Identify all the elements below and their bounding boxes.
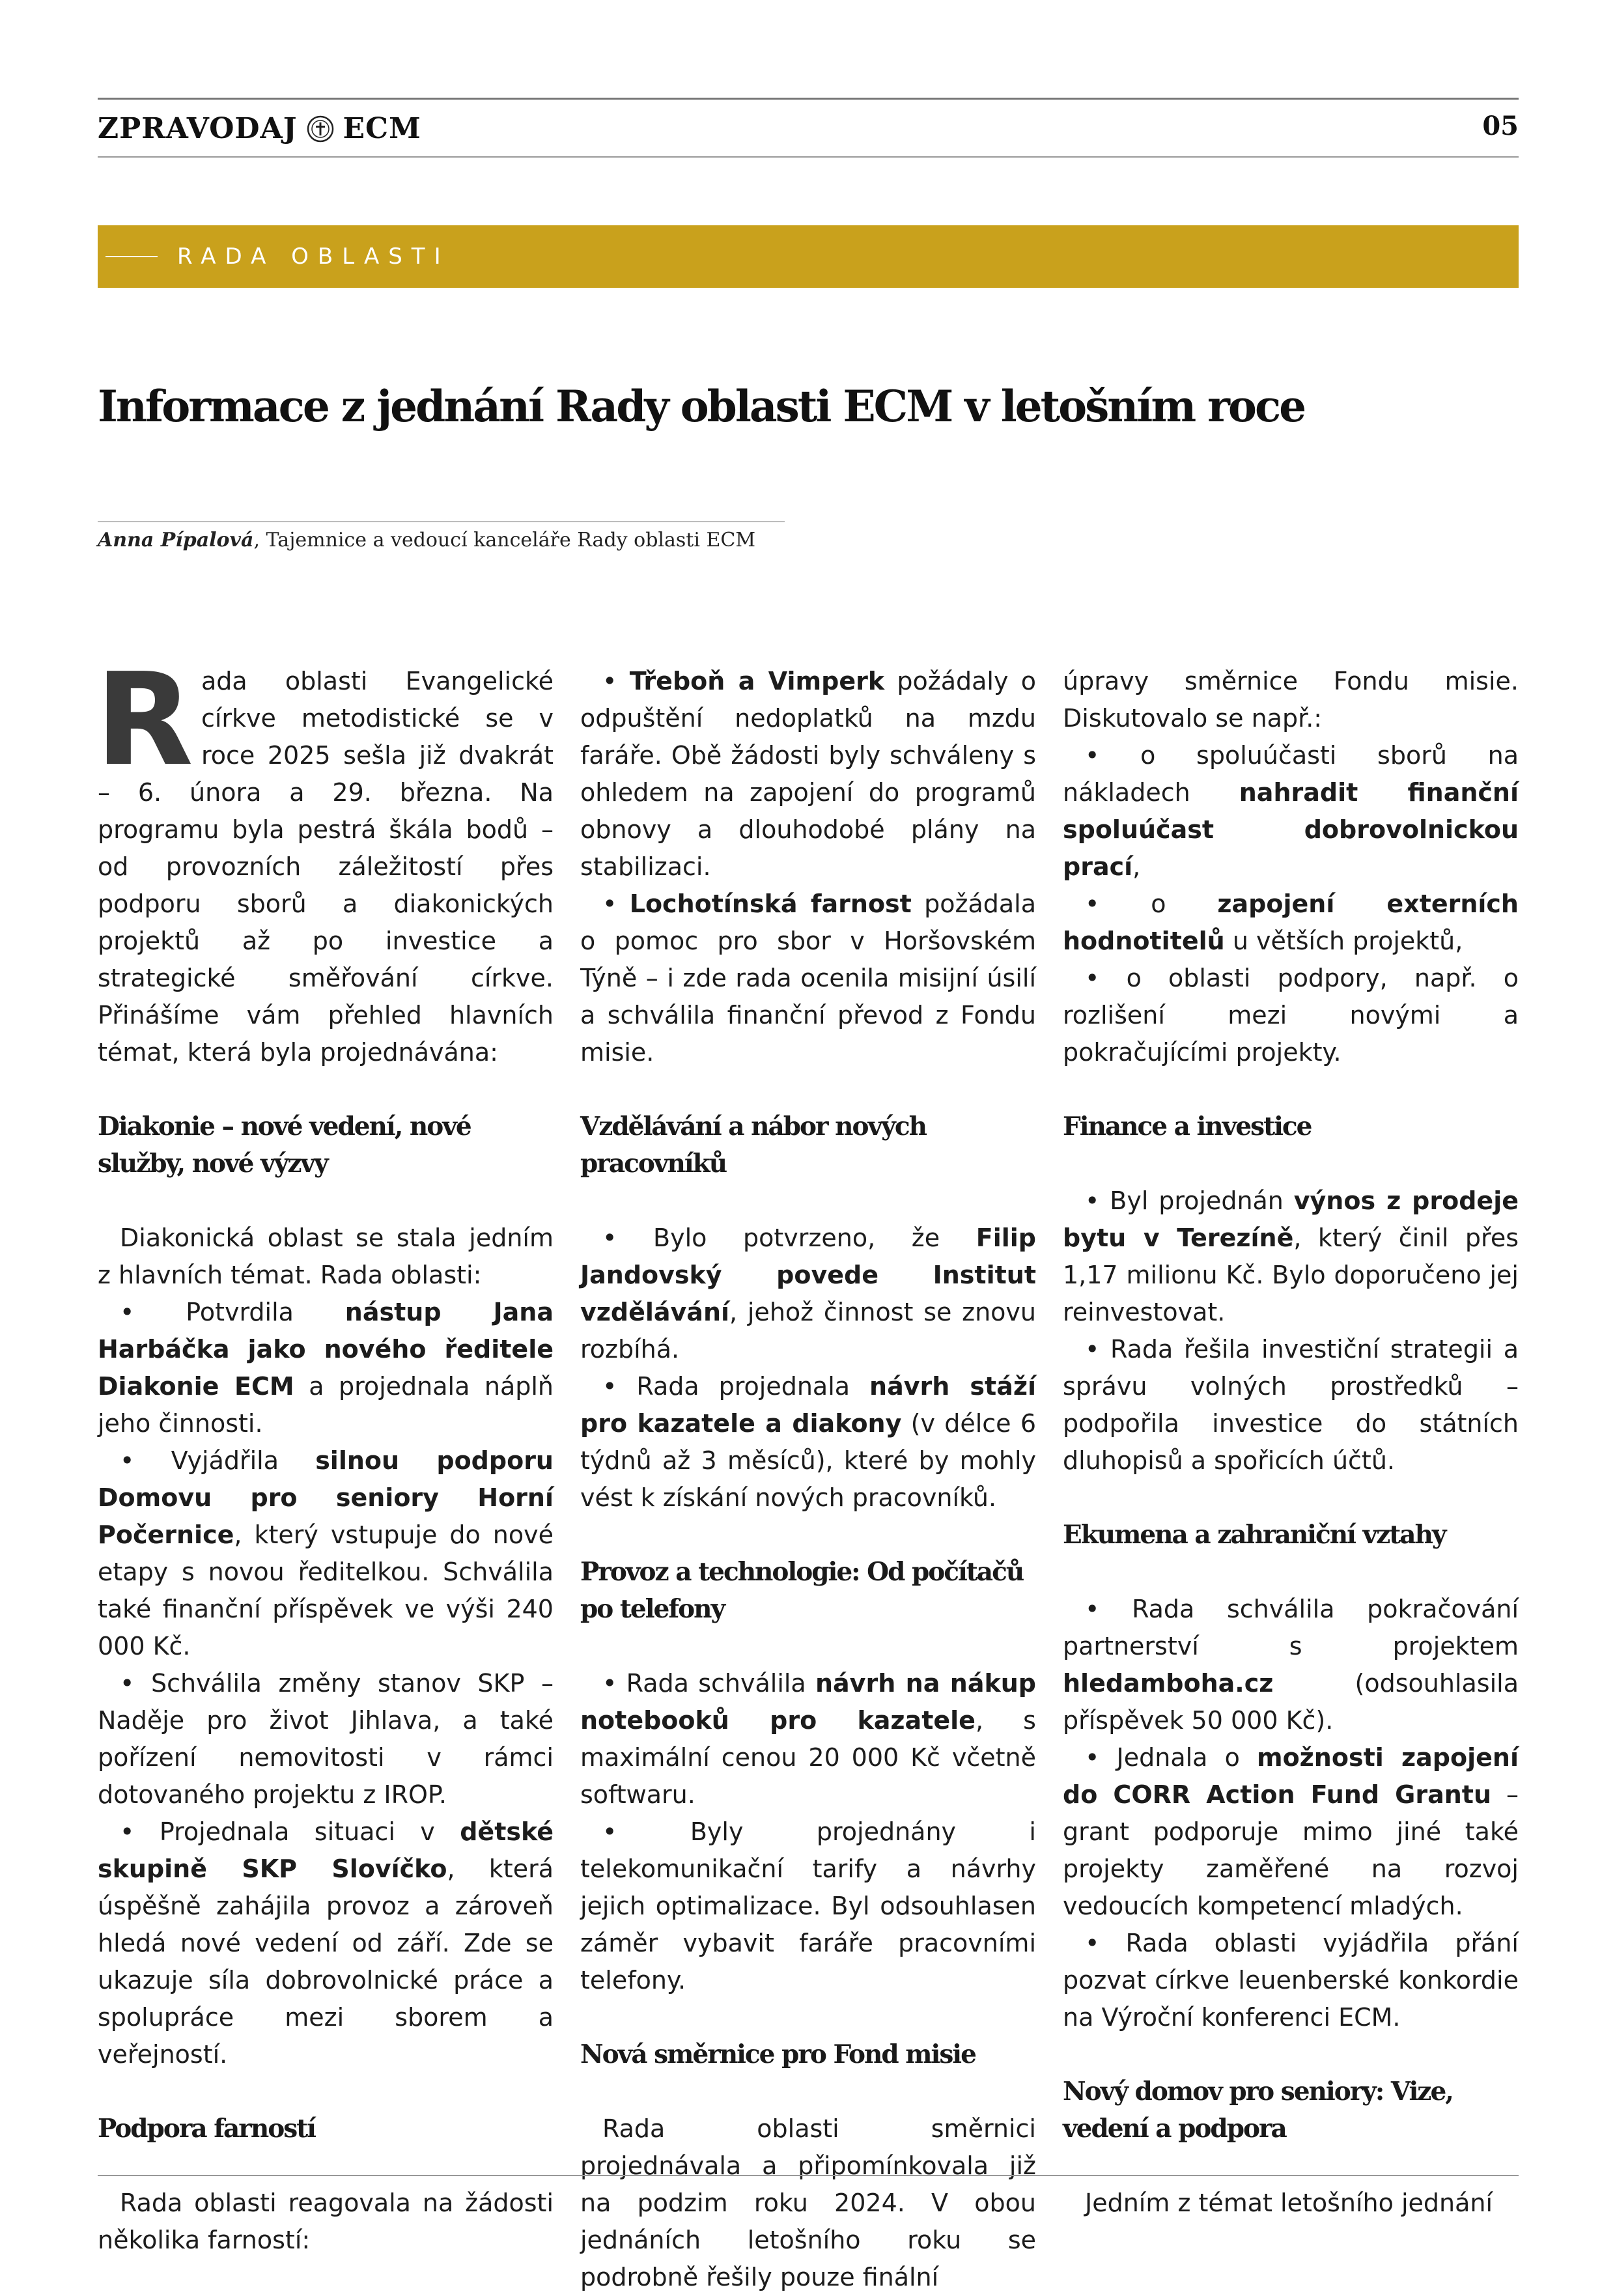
list-item: • o oblasti podpory, např. o rozlišení mezi novými a pokračujícími projekty. [1063,964,1519,1067]
list-item: • Rada řešila investiční strategii a správu volných prostředků – podpořila investice do státních dluhopisů a spořicích účtů. [1063,1335,1519,1475]
article-title: Informace z jednání Rady oblasti ECM v letošním roce [98,381,1305,432]
podpora-intro: Rada oblasti reagovala na žádosti několika farností: [98,2189,554,2254]
heading-podpora: Podpora farností [98,2114,315,2144]
list-item: • o zapojení externích hodnotitelů u větších projektů, [1063,889,1519,955]
masthead-left: ZPRAVODAJ [98,112,298,145]
column-2 [580,663,1036,2296]
column-1 [95,646,554,2259]
masthead [98,112,421,145]
author-role: , Tajemnice a vedoucí kanceláře Rady oblasti ECM [253,529,756,552]
section-label: RADA OBLASTI [177,244,450,270]
byline [98,529,755,552]
last-paragraph: Jedním z témat letošního jednání [1085,2189,1493,2217]
heading-domov: Nový domov pro seniory: Vize, vedení a podpora [1063,2077,1453,2144]
intro-paragraph: Rada oblasti Evangelické církve metodistické se v roce 2025 sešla již dvakrát – 6. února a 29. března. Na programu byla pestrá škála bodů – od provozních záležitostí přes podporu sborů a diakonických projektů až po investice a strategické směřování církve. Přinášíme vám přehled hlavních témat, která byla projednávána: [95,646,554,1067]
masthead-right: ECM [343,112,421,145]
header-top-rule [98,98,1519,100]
author-name: Anna Pípalová [98,529,254,552]
heading-finance: Finance a investice [1063,1112,1312,1141]
list-item: • Potvrdila nástup Jana Harbáčka jako nového ředitele Diakonie ECM a projednala náplň jeho činnosti. [98,1298,554,1438]
fond-continued: úpravy směrnice Fondu misie. Diskutovalo se např.: [1063,667,1519,733]
list-item: • Byl projednán výnos z prodeje bytu v Terezíně, který činil přes 1,17 milionu Kč. Bylo doporučeno jej reinvestovat. [1063,1186,1519,1326]
list-item: • Byly projednány i telekomunikační tarify a návrhy jejich optimalizace. Byl odsouhlasen záměr vybavit faráře pracovními telefony. [580,1817,1036,1995]
list-item: • Schválila změny stanov SKP – Naděje pro život Jihlava, a také pořízení nemovitosti v rámci dotovaného projektu z IROP. [98,1669,554,1809]
list-item: • Bylo potvrzeno, že Filip Jandovský povede Institut vzdělávání, jehož činnost se znovu rozbíhá. [580,1224,1036,1364]
section-banner [98,225,1519,288]
header-bottom-rule [98,156,1519,158]
column-3 [1063,663,1519,2222]
drop-cap: R [95,646,193,794]
diakonie-intro: Diakonická oblast se stala jedním z hlavních témat. Rada oblasti: [98,1224,554,1289]
list-item: • o spoluúčasti sborů na nákladech nahradit finanční spoluúčast dobrovolnickou prací, [1063,741,1519,881]
page-number: 05 [1482,111,1519,141]
section-banner-line [105,256,158,257]
list-item: • Jednala o možnosti zapojení do CORR Action Fund Grantu – grant podporuje mimo jiné také projekty zaměřené na rozvoj vedoucích kompetencí mladých. [1063,1743,1519,1920]
list-item: • Lochotínská farnost požádala o pomoc pro sbor v Horšovském Týně – i zde rada ocenila misijní úsilí a schválila finanční převod z Fondu misie. [580,889,1037,1067]
footer-rule [98,2175,1519,2176]
heading-diakonie: Diakonie – nové vedení, nové služby, nové výzvy [98,1112,471,1179]
list-item: • Rada projednala návrh stáží pro kazatele a diakony (v délce 6 týdnů až 3 měsíců), které by mohly vést k získání nových pracovníků. [580,1372,1037,1512]
list-item: • Vyjádřila silnou podporu Domovu pro seniory Horní Počernice, který vstupuje do nové etapy s novou ředitelkou. Schválila také finanční příspěvek ve výši 240 000 Kč. [98,1446,554,1660]
heading-vzdelavani: Vzdělávání a nábor nových pracovníků [580,1112,926,1179]
list-item: • Projednala situaci v dětské skupině SKP Slovíčko, která úspěšně zahájila provoz a zároveň hledá nové vedení od září. Zde se ukazuje síla dobrovolnické práce a spolupráce mezi sborem a veřejností. [98,1817,554,2069]
heading-provoz: Provoz a technologie: Od počítačů po telefony [580,1557,1024,1624]
list-item: • Rada schválila návrh na nákup notebooků pro kazatele, s maximální cenou 20 000 Kč včetně softwaru. [580,1669,1036,1809]
list-item: • Třeboň a Vimperk požádaly o odpuštění nedoplatků na mzdu faráře. Obě žádosti byly schváleny s ohledem na zapojení do programů obnovy a dlouhodobé plány na stabilizaci. [580,667,1036,881]
heading-ekumena: Ekumena a zahraniční vztahy [1063,1520,1446,1550]
church-seal-icon [307,115,334,143]
fond-paragraph: Rada oblasti směrnici projednávala a připomínkovala již na podzim roku 2024. V obou jednáních letošního roku se podrobně řešily pouze finální [580,2114,1036,2291]
list-item: • Rada schválila pokračování partnerství s projektem hledamboha.cz (odsouhlasila příspěvek 50 000 Kč). [1063,1595,1519,1735]
heading-fond-misie: Nová směrnice pro Fond misie [580,2039,976,2069]
list-item: • Rada oblasti vyjádřila přání pozvat církve leuenberské konkordie na Výroční konferenci ECM. [1063,1929,1519,2032]
byline-rule [98,521,785,522]
